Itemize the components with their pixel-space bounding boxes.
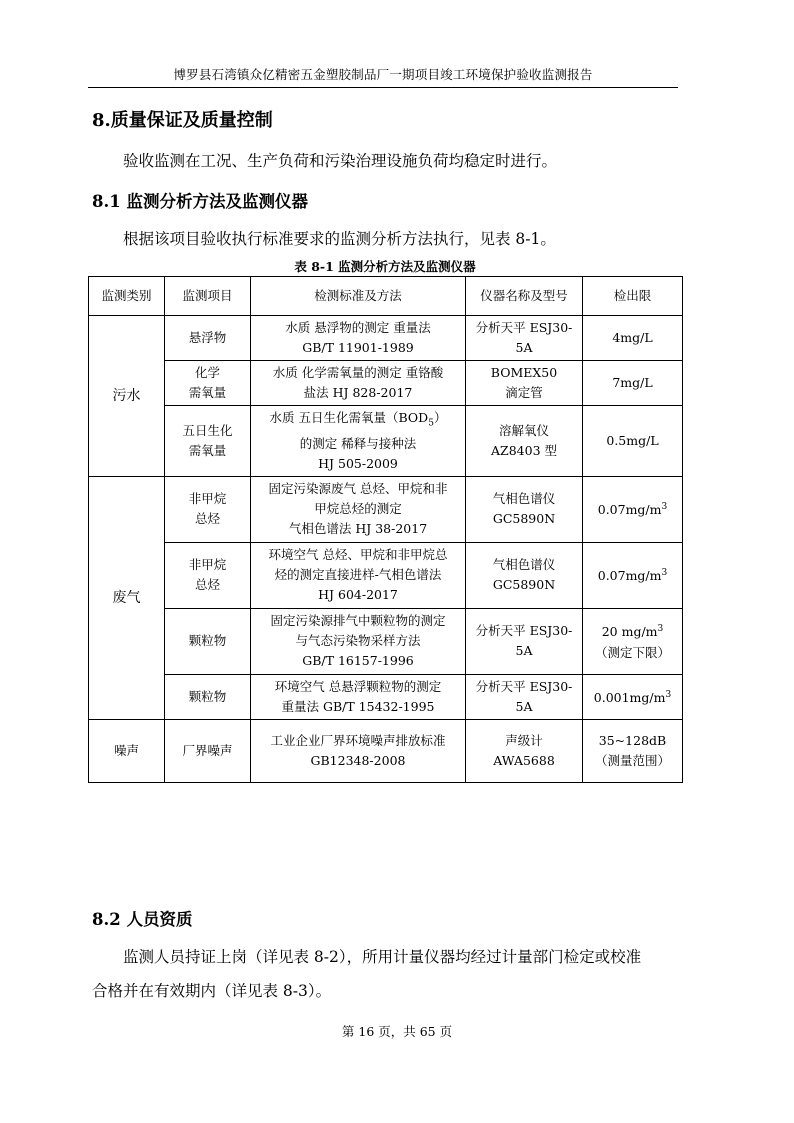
item-cell: 颗粒物: [165, 608, 251, 674]
instrument-cell: 声级计 AWA5688: [466, 719, 583, 782]
col-header-item: 监测项目: [165, 277, 251, 316]
limit-cell: 0.5mg/L: [583, 406, 683, 477]
item-cell: 颗粒物: [165, 674, 251, 719]
limit-cell: 4mg/L: [583, 316, 683, 361]
col-header-category: 监测类别: [89, 277, 165, 316]
item-cell: 非甲烷 总烃: [165, 542, 251, 608]
method-cell: 水质 五日生化需氧量$(BOD_5)$ 的测定 稀释与接种法 HJ 505-2009: [251, 406, 466, 477]
section-8-2-para-line2: 合格并在有效期内（详见表 8-3）。: [92, 982, 332, 1000]
limit-cell: 7mg/L: [583, 361, 683, 406]
item-cell: 悬浮物: [165, 316, 251, 361]
section-8-1-heading: 8.1 监测分析方法及监测仪器: [92, 192, 308, 211]
col-header-limit: 检出限: [583, 277, 683, 316]
method-cell: 工业企业厂界环境噪声排放标准 GB12348-2008: [251, 719, 466, 782]
method-cell: 固定污染源排气中颗粒物的测定 与气态污染物采样方法 GB/T 16157-1996: [251, 608, 466, 674]
method-cell: 固定污染源废气 总烃、甲烷和非 甲烷总烃的测定 气相色谱法 HJ 38-2017: [251, 476, 466, 542]
limit-cell: 35~128dB （测量范围）: [583, 719, 683, 782]
instrument-cell: 分析天平 ESJ30- 5A: [466, 674, 583, 719]
method-cell: 水质 悬浮物的测定 重量法 GB/T 11901-1989: [251, 316, 466, 361]
limit-cell: $0.07mg/m^3$: [583, 542, 683, 608]
item-cell: 化学 需氧量: [165, 361, 251, 406]
table-row: [89, 719, 683, 782]
section-8-heading: 8.质量保证及质量控制: [92, 110, 273, 131]
report-header-title: 博罗县石湾镇众亿精密五金塑胶制品厂一期项目竣工环境保护验收监测报告: [173, 67, 593, 82]
col-header-method: 检测标准及方法: [251, 277, 466, 316]
table-header-row: [89, 277, 683, 316]
page-number: 第 16 页，共 65 页: [341, 1024, 453, 1039]
method-cell: 环境空气 总悬浮颗粒物的测定 重量法 GB/T 15432-1995: [251, 674, 466, 719]
table-row: [89, 406, 683, 477]
limit-cell: $0.07mg/m^3$: [583, 476, 683, 542]
section-8-intro: 验收监测在工况、生产负荷和污染治理设施负荷均稳定时进行。: [123, 152, 558, 170]
section-8-2-para-line1: 监测人员持证上岗（详见表 8-2），所用计量仪器均经过计量部门检定或校准: [123, 948, 642, 966]
item-cell: 非甲烷 总烃: [165, 476, 251, 542]
item-cell: 五日生化 需氧量: [165, 406, 251, 477]
instrument-cell: 分析天平 ESJ30- 5A: [466, 316, 583, 361]
category-cell-wastewater: 污水: [89, 316, 165, 477]
table-caption: 表 8-1 监测分析方法及监测仪器: [294, 259, 476, 274]
table-row: [89, 476, 683, 542]
table-row: [89, 316, 683, 361]
item-cell: 厂界噪声: [165, 719, 251, 782]
category-cell-exhaust: 废气: [89, 476, 165, 719]
table-row: [89, 542, 683, 608]
table-row: [89, 608, 683, 674]
section-8-1-intro: 根据该项目验收执行标准要求的监测分析方法执行，见表 8-1。: [123, 230, 556, 248]
section-8-2-heading: 8.2 人员资质: [92, 910, 193, 929]
method-cell: 水质 化学需氧量的测定 重铬酸 盐法 HJ 828-2017: [251, 361, 466, 406]
table-row: [89, 674, 683, 719]
instrument-cell: 溶解氧仪 AZ8403 型: [466, 406, 583, 477]
method-cell: 环境空气 总烃、甲烷和非甲烷总 烃的测定直接进样-气相色谱法 HJ 604-2017: [251, 542, 466, 608]
table-row: [89, 361, 683, 406]
limit-cell: 20 $mg/m^3$ （测定下限）: [583, 608, 683, 674]
instrument-cell: 气相色谱仪 GC5890N: [466, 476, 583, 542]
limit-cell: $0.001mg/m^3$: [583, 674, 683, 719]
instrument-cell: 气相色谱仪 GC5890N: [466, 542, 583, 608]
col-header-instrument: 仪器名称及型号: [466, 277, 583, 316]
header-divider: [88, 87, 678, 88]
instrument-cell: BOMEX50 滴定管: [466, 361, 583, 406]
monitoring-methods-table: [88, 276, 683, 783]
instrument-cell: 分析天平 ESJ30- 5A: [466, 608, 583, 674]
category-cell-noise: 噪声: [89, 719, 165, 782]
